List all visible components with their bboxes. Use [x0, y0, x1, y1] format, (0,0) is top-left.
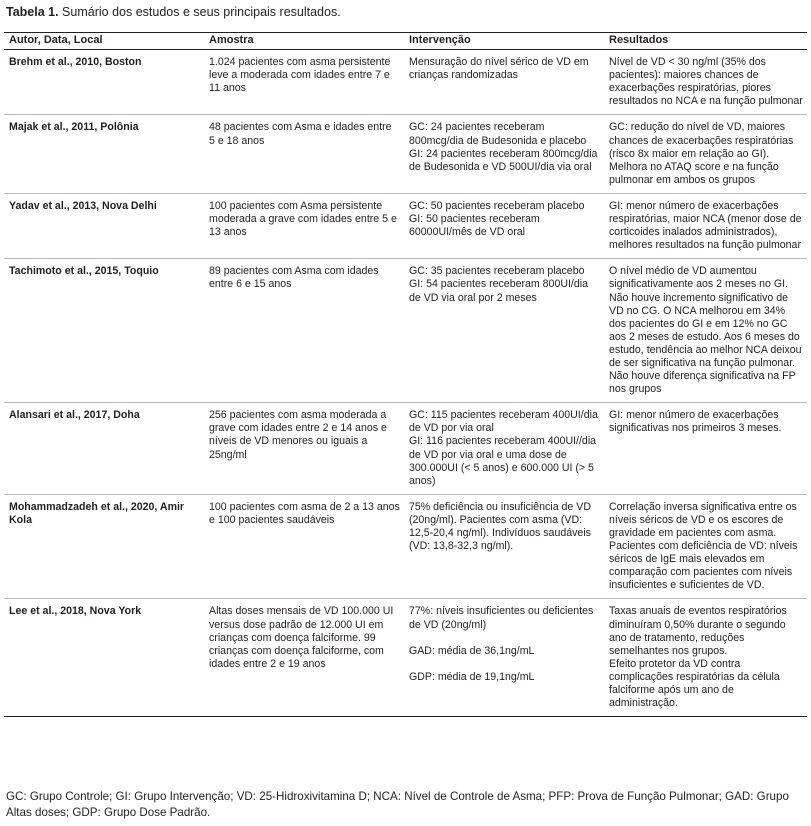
column-header-author: Autor, Data, Local: [4, 33, 204, 50]
table-header-row: [4, 33, 807, 50]
cell-sample: 256 pacientes com asma moderada a grave com idades entre 2 e 14 anos e níveis de VD menores ou iguais a 25ng/ml: [204, 403, 404, 495]
cell-sample: 89 pacientes com Asma com idades entre 6 e 15 anos: [204, 259, 404, 403]
table-caption-text: Sumário dos estudos e seus principais resultados.: [58, 5, 341, 19]
cell-results: Correlação inversa significativa entre os níveis séricos de VD e os escores de gravidade em pacientes com asma. Pacientes com deficiência de VD: níveis séricos de IgE mais elevados em comparação com pacientes com níveis insuficientes e suficientes de VD.: [604, 494, 807, 599]
table-row: [4, 115, 807, 193]
cell-sample: 100 pacientes com asma de 2 a 13 anos e 100 pacientes saudáveis: [204, 494, 404, 599]
cell-author: Lee et al., 2018, Nova York: [4, 599, 204, 717]
cell-results: O nível médio de VD aumentou significativamente aos 2 meses no GI. Não houve incremento significativo de VD no CG. O NCA melhorou em 34% dos pacientes do GI e em 12% no GC aos 2 meses de estudo. Aos 6 meses do estudo, tendência ao melhor NCA deixou de ser significativa na função pulmonar. Não houve diferença significativa na FP nos grupos: [604, 259, 807, 403]
cell-intervention: Mensuração do nível sérico de VD em crianças randomizadas: [404, 50, 604, 115]
cell-sample: 100 pacientes com Asma persistente moderada a grave com idades entre 5 e 13 anos: [204, 193, 404, 258]
cell-author: Mohammadzadeh et al., 2020, Amir Kola: [4, 494, 204, 599]
cell-author: Tachimoto et al., 2015, Toquio: [4, 259, 204, 403]
cell-results: Nível de VD < 30 ng/ml (35% dos pacientes): maiores chances de exacerbações respiratórias, piores resultados no NCA e na função pulmonar: [604, 50, 807, 115]
cell-intervention: GC: 24 pacientes receberam 800mcg/dia de Budesonida e placebo GI: 24 pacientes receberam 800mcg/dia de Budesonida e VD 500UI/dia via oral: [404, 115, 604, 193]
cell-intervention: GC: 35 pacientes receberam placebo GI: 54 pacientes receberam 800UI/dia de VD via oral por 2 meses: [404, 259, 604, 403]
table-caption: [6, 4, 806, 20]
cell-intervention: GC: 115 pacientes receberam 400UI/dia de VD por via oral GI: 116 pacientes receberam 400UI//dia de VD por via oral e uma dose de 300.000UI (< 5 anos) e 600.000 UI (> 5 anos): [404, 403, 604, 495]
table-row: [4, 599, 807, 717]
cell-author: Majak et al., 2011, Polônia: [4, 115, 204, 193]
summary-table: [4, 32, 807, 717]
column-header-sample: Amostra: [204, 33, 404, 50]
table-row: [4, 193, 807, 258]
cell-intervention: GC: 50 pacientes receberam placebo GI: 50 pacientes receberam 60000UI/mês de VD oral: [404, 193, 604, 258]
table-row: [4, 403, 807, 495]
cell-sample: 1.024 pacientes com asma persistente leve a moderada com idades entre 7 e 11 anos: [204, 50, 404, 115]
cell-sample: Altas doses mensais de VD 100.000 UI versus dose padrão de 12.000 UI em crianças com doença falciforme. 99 crianças com doença falciforme, com idades entre 2 e 19 anos: [204, 599, 404, 717]
table-footnote: GC: Grupo Controle; GI: Grupo Intervenção; VD: 25-Hidroxivitamina D; NCA: Nível de Controle de Asma; PFP: Prova de Função Pulmonar; GAD: Grupo Altas doses; GDP: Grupo Dose Padrão.: [6, 790, 789, 819]
cell-intervention: 77%: níveis insuficientes ou deficientes de VD (20ng/ml) GAD: média de 36,1ng/mL GDP: média de 19,1ng/mL: [404, 599, 604, 717]
cell-results: GI: menor número de exacerbações respiratórias, maior NCA (menor dose de corticoides inalados administrados), melhores resultados na função pulmonar: [604, 193, 807, 258]
column-header-results: Resultados: [604, 33, 807, 50]
table-row: [4, 494, 807, 599]
cell-author: Brehm et al., 2010, Boston: [4, 50, 204, 115]
cell-results: GC: redução do nível de VD, maiores chances de exacerbações respiratórias (risco 8x maior em relação ao GI). Melhora no ATAQ score e na função pulmonar em ambos os grupos: [604, 115, 807, 193]
cell-author: Yadav et al., 2013, Nova Delhi: [4, 193, 204, 258]
cell-sample: 48 pacientes com Asma e idades entre 5 e 18 anos: [204, 115, 404, 193]
table-row: [4, 50, 807, 115]
cell-author: Alansari et al., 2017, Doha: [4, 403, 204, 495]
cell-intervention: 75% deficiência ou insuficiência de VD (20ng/ml). Pacientes com asma (VD: 12,5-20,4 ng/ml). Indivíduos saudáveis (VD: 13,8-32,3 ng/ml).: [404, 494, 604, 599]
column-header-intervention: Intervenção: [404, 33, 604, 50]
cell-results: GI: menor número de exacerbações significativas nos primeiros 3 meses.: [604, 403, 807, 495]
table-caption-label: Tabela 1.: [6, 5, 59, 19]
table-row: [4, 259, 807, 403]
cell-results: Taxas anuais de eventos respiratórios diminuíram 0,50% durante o segundo ano de tratamento, reduções semelhantes nos grupos. Efeito protetor da VD contra complicações respiratórias da célula falciforme após um ano de administração.: [604, 599, 807, 717]
